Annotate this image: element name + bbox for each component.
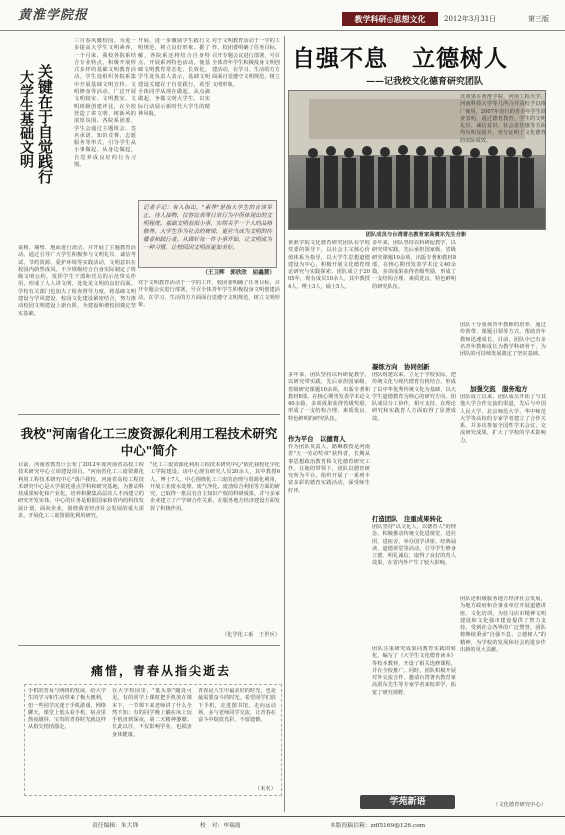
article4-headline: 自强不息 立德树人 [292, 45, 508, 72]
article1-quote-signature: （王卫辉 郭欣欣 屈鑫慧） [202, 270, 275, 276]
article2-body2: "化工三废资源化利用工程技术研究中心"依托我校化学化工学院建设。该中心现有研究人员20余人，其中教授6人，博士7人。中心围绕化工三废的治理与资源化利用，开展工业废水处理、废气净化、废渣综合利用等方面的研究，已取得一批具有自主知识产权的科研成果，并与多家企业建立了产学研合作关系，在服务地方经济建设方面发挥了积极作用。 [150, 462, 280, 512]
footer-proofread: 校 对：申瑞霞 [200, 823, 241, 829]
article2-body1: 目前，河南省教育厅公布了2012年度河南省高校工程技术研究中心立项建设项目。"河南省化工三废资源化利用工程技术研究中心"落户我校。河南省高校工程技术研究中心是大学依托重点学科和研究基地，为推动科技成果转化和产业化，培养和聚集高层次人才而建立的研究开发实体。中心的任务是根据国家和省内的科技发展计划，面向企业，围绕我省经济社会发展的重大需求，开展化工三废资源化利用研究。 [18, 462, 144, 520]
article4-subhead-4: 加强交流 服务地方 [470, 385, 528, 393]
article4-body5: 团队坚持"以文化人、以德育人"的理念，积极推动传统文化进课堂、进社团、进宿舍，举办国学讲座、经典诵读、道德讲堂等活动，引导学生修身立德、明礼诚信，取得了良好的育人效果，在省内外产生了较大影响。 [372, 524, 456, 567]
article4-body2: 多年来，团队坚持以科研促教学，以研究带实践，先后承担国家级、省级研究课题10余项，出版专著和教材8部，在核心期刊发表学术论文40余篇，多项成果获得省级奖励，形成了一支结构合理、素质优良、特色鲜明的研究队伍。 [288, 372, 370, 422]
article1-quote: 记者手记：有人指出，"素养"是指大学生的言谈举止、待人接物、仪容仪表等日常行为中所体现出的文明程度。基础文明看似小事，实则关乎一个人的品格修养。大学生作为社会的栋梁，更应当成为文明的传播者和践行者。从做好每一件小事开始，让文明成为一种习惯，让校园因文明而更加美好。 [143, 205, 272, 251]
section-logo: 学苑新语 [360, 795, 455, 809]
newspaper-title: 黄淮学院报 [18, 8, 89, 23]
divider [18, 645, 280, 646]
divider [18, 414, 280, 415]
article4-subtitle: ——记我校文化德育研究团队 [366, 77, 484, 87]
section-label: 教学科研◎思想文化 [342, 12, 438, 26]
footer-editor: 责任编辑：朱大锋 [92, 823, 139, 829]
article4-subhead-2: 凝练方向 协同创新 [372, 363, 430, 371]
article1-title-part1: 关键在于自觉践行 [36, 64, 54, 184]
article3-body1: 手机的普及与网络的发展，给大学生的学习和生活带来了极大便利，但一些同学沉迷于手机游戏、网络聊天，课堂上低头看手机，宿舍里熬夜刷屏，宝贵的青春时光就这样从指尖悄悄溜走。 [28, 688, 106, 731]
article1-body3: 开展，进一步激励学生践行文明规范，树立良好形象。据了解，各院系还将结合自身特点，开展系列特色活动，使基础文明教育常态化、长效化。学生处负责人表示，基础文明建设关键在于自觉践行，希望全体同学从现在做起，从点滴做起，争做文明大学生，以实际行动展示新时代大学生的精神风貌。 [138, 38, 210, 117]
footer-email: 本版投稿信箱：zdf5169@126.com [330, 823, 426, 829]
article3-source: （未名） [254, 786, 276, 792]
article4-body7: 其成果在黄淮学院、河南工程大学、河南科技大学等几所合并高校予以推广使用。2007年进行的青少年学生调查表明，通过德育教育，学生的文明礼仪、诚信意识、社会责任感等方面均有明显提升，充分证明了文化德育的实际成效。 [460, 94, 546, 144]
article4-body6: 团队注重研究成果向教育实践的转化，编写了《大学生文化德育读本》等校本教材，开设了相关选修课程，并在全校推广。同时，团队积极开展对外交流合作，邀请台湾著名教育家高震东先生等专家学者来校讲学，拓宽了研究视野。 [372, 646, 456, 696]
column-divider [284, 36, 285, 812]
article1-body2: 桌椅、墙壁、地面进行清洁，并开展了主题教育活动。通过引导广大学生积极参与文明礼仪、诚信考试、节约资源、爱护环境等实践活动，文明意识在校园内蔚然成风。不少班级结合自身实际制定了班级文明公约，发挥学生干部和党员的示范带头作用，形成了人人讲文明、处处见文明的良好局面。学校有关部门也加大了检查督导力度，将基础文明建设与学风建设、校园文化建设紧密结合，努力推动校园文明建设上新台阶，为建设和谐校园奠定坚实基础。 [18, 245, 136, 317]
article4-body8: 团队十分重视青年教师的培养，通过传帮带、课题引领等方式，帮助青年教师迅速成长。目前，团队中已有多名青年教师成长为教学科研骨干，为团队的可持续发展奠定了坚实基础。 [460, 322, 546, 358]
article4-body1b: 多年来，团队坚持以科研促教学，以研究带实践，先后承担国家级、省级研究课题10余项，出版专著和教材8部，在核心期刊发表学术论文40余篇，多项成果获得省级奖励，形成了一支结构合理、素质优良、特色鲜明的研究队伍。 [372, 240, 456, 290]
article4-body10: 团队还积极服务地方经济社会发展，为地方政府和企事业单位开展道德讲座、文化培训，为驻马店市精神文明建设和文化强市建设提供了智力支持，受到社会各界的广泛赞誉。团队将继续秉承"自强不息、立德树人"的精神，为学校的发展和社会的进步作出新的更大贡献。 [460, 596, 546, 654]
article4-body4: 作为团队负责人，路琳教授是河南省"五一劳动奖章"获得者，长期从事思想政治教育和文化德育研究工作。在她的带领下，团队以德育研究所为平台，组织开展了一系列丰富多彩的德育实践活动，深受师生好评。 [288, 444, 370, 494]
article4-body1: 黄淮学院文化德育研究团队在学校党委的领导下，以社会主义核心价值体系为指导，以大学生思想道德建设为中心，积极开展文化德育理论研究与实践探索。团队成立于2005年，现有成员10余人，其中教授4人，博士3人，硕士5人。 [288, 240, 370, 290]
article1-body1: 三月春风暖校园。为进一步提高大学生文明素养，一个月来，我校各院系结合专业特点，积极开展形式多样的基础文明教育活动。学生处组织各院系集中开展基础文明宣传、文明修身等活动，广泛开展文明寝室、文明教室、文明班级创建评比，在全校营造了讲文明、树新风的浓厚氛围。各院系团委、学生会通过主题班会、签名承诺、知识竞赛、志愿服务等形式，引导学生从小事做起、从身边做起，自觉养成良好的行为习惯。 [74, 38, 136, 169]
article4-subhead-3: 打造团队 注重成果转化 [372, 515, 443, 523]
article1-title-part2: 大学生基础文明 [18, 70, 34, 168]
article4-body3: 团队组建以来，立足于学校实际，把传统文化与现代德育有机结合，形成了以中华优秀传统文化为基础、以大学生道德教育为核心的研究方向。团队成员分工协作，相互支持，在理论研究和实践育人方面取得了显著成效。 [372, 372, 456, 422]
article4-body9: 团队成立以来，团队成员开拓了与其他大学合作交流的渠道，先后与中国人民大学、北京师范大学、华中师范大学等高校的专家学者建立了合作关系，并多次参加全国性学术会议，交流研究成果，扩大了学校的学术影响力。 [460, 394, 546, 444]
article3-title: 痛惜，青春从指尖逝去 [90, 664, 231, 678]
page-number: 第三版 [528, 15, 549, 23]
article2-title: 我校"河南省化工三废资源化利用工程技术研究中心"简介 [20, 426, 278, 458]
article3-body2: 在大学校园里，"低头族"随处可见。有的同学上课时把手机放在课本下，一节课下来老师讲了什么全然不知；有的同学晚上躺在床上玩手机直到深夜，第二天精神萎靡。长此以往，不仅影响学业，也损害身体健康。 [112, 688, 192, 738]
issue-date: 2012年3月31日 [444, 15, 497, 23]
article1-body4: 对于文明教育活动于一学的工作，校团委明确了任务目标，召开专题会议进行部署，号召全体青年学生积极投身文明创建活动，在学习、生活的方方面面自觉遵守文明规范，树立文明形象。 [212, 38, 280, 88]
article1-quote-box [138, 200, 277, 268]
article1-body-continued: 对于文明教育活动于一学的工作，校团委明确了任务目标，召开专题会议进行部署，号召全体青年学生积极投身文明创建活动，在学习、生活的方方面面自觉遵守文明规范，树立文明形象。 [138, 280, 280, 308]
photo-caption: 团队成员与台湾著名教育家高震东先生合影 [365, 232, 467, 238]
article3-body3: 青春是人生中最美好的时光，也是最需要奋斗的时光。希望同学们放下手机，走进图书馆，走向运动场，多与老师同学交流，让青春在奋斗中绽放光彩，不留遗憾。 [198, 688, 276, 724]
article4-subhead-1: 作为平台 以德育人 [288, 435, 346, 443]
footer [0, 816, 565, 835]
article2-source: （化学化工系 王世兵） [221, 632, 280, 638]
article4-source: （文化德育研究中心） [493, 802, 546, 808]
